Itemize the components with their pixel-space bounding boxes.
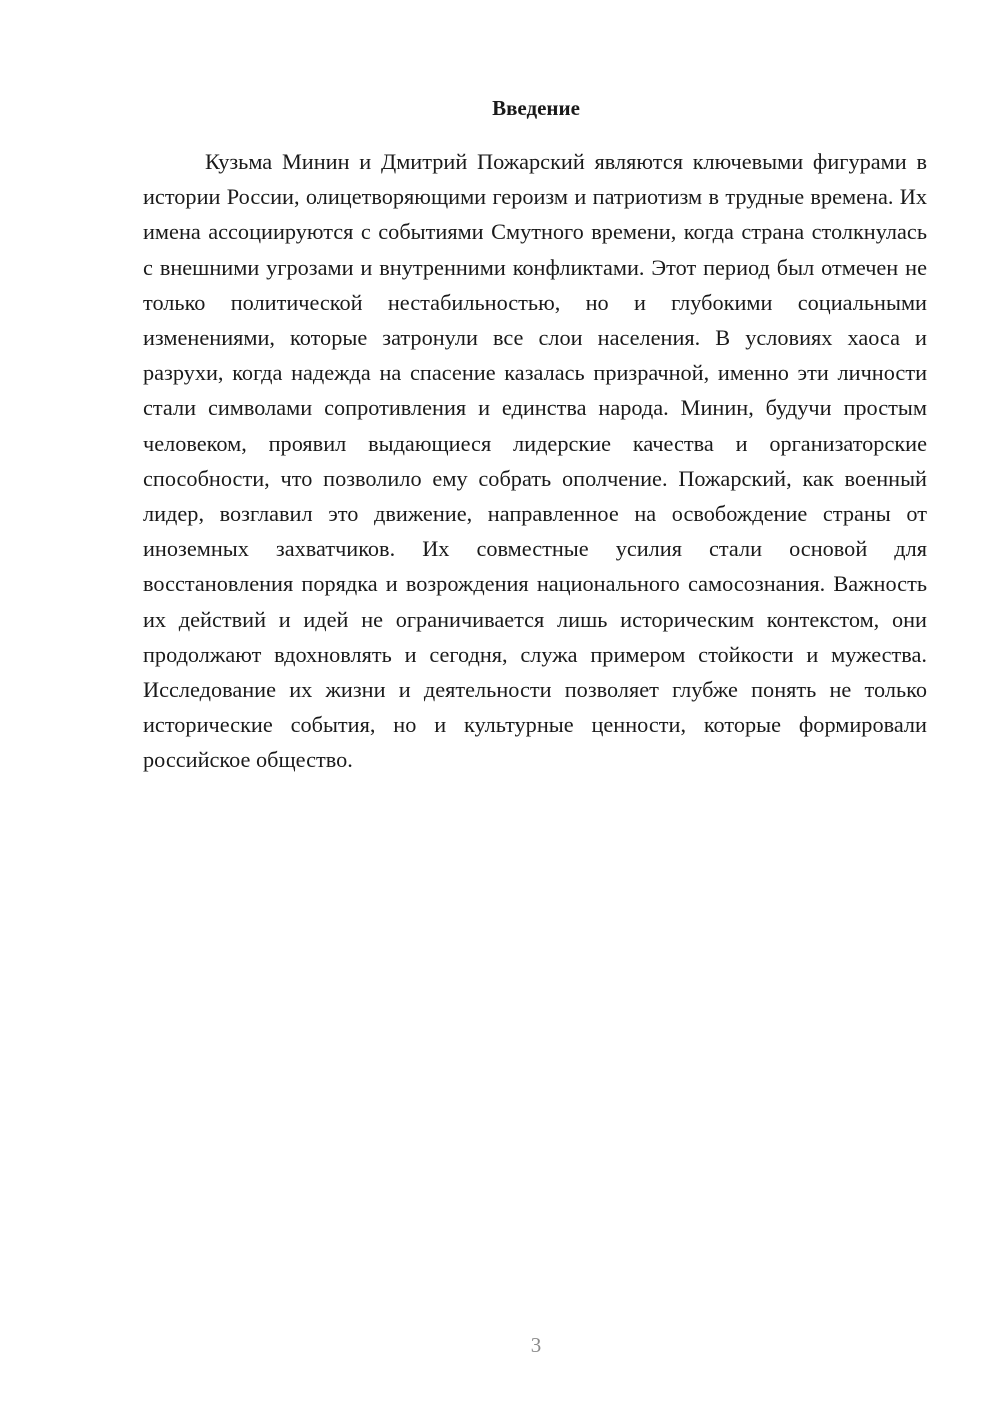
body-paragraph: Кузьма Минин и Дмитрий Пожарский являются ключевыми фигурами в истории России, олицетворяющими героизм и патриотизм в трудные времена. Их имена ассоциируются с событиями Смутного времени, когда страна столкнулась с внешними угрозами и внутренними конфликтами. Этот период был отмечен не только политической нестабильностью, но и глубокими социальными изменениями, которые затронули все слои населения. В условиях хаоса и разрухи, когда надежда на спасение казалась призрачной, именно эти личности стали символами сопротивления и единства народа. Минин, будучи простым человеком, проявил выдающиеся лидерские качества и организаторские способности, что позволило ему собрать ополчение. Пожарский, как военный лидер, возглавил это движение, направленное на освобождение страны от иноземных захватчиков. Их совместные усилия стали основой для восстановления порядка и возрождения национального самосознания. Важность их действий и идей не ограничивается лишь историческим контекстом, они продолжают вдохновлять и сегодня, служа примером стойкости и мужества. Исследование их жизни и деятельности позволяет глубже понять не только исторические события, но и культурные ценности, которые формировали российское общество. xyxy=(143,149,927,773)
section-heading: Введение xyxy=(492,96,580,120)
page-number: 3 xyxy=(530,1333,542,1357)
